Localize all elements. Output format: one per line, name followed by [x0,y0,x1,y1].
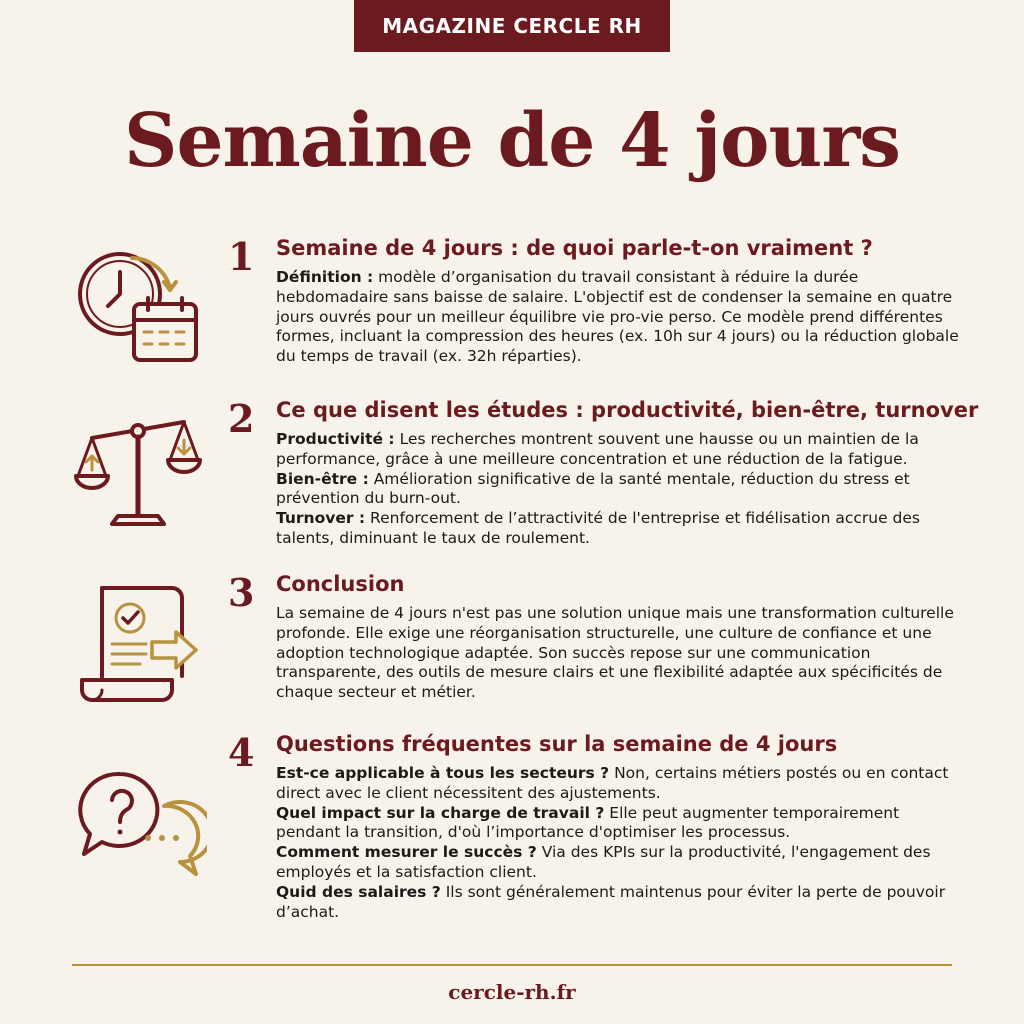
section-body [276,430,962,549]
speech-bubbles-question-icon [72,766,207,901]
magazine-badge: MAGAZINE CERCLE RH [354,0,670,52]
section-heading: Ce que disent les études : productivité, bien-être, turnover [276,398,979,422]
paragraph: La semaine de 4 jours n'est pas une solution unique mais une transformation culturelle profonde. Elle exige une réorganisation structurelle, une culture de confiance et une adoption technologique adaptée. Son succès repose sur une communication transparente, des outils de mesure clairs et une flexibilité adaptée aux spécificités de chaque secteur et métier. [276,604,954,702]
balance-scale-icon [72,406,207,541]
section-body [276,268,962,367]
footer-site-link[interactable]: cercle-rh.fr [448,980,576,1004]
section-number: 4 [228,730,255,775]
section-heading: Conclusion [276,572,405,596]
section-heading: Semaine de 4 jours : de quoi parle-t-on vraiment ? [276,236,873,260]
section-body [276,764,962,922]
paragraph: Productivité : Les recherches montrent souvent une hausse ou un maintien de la performance, grâce à une meilleure concentration et une réduction de la fatigue. [276,430,919,468]
clock-calendar-icon [72,242,207,377]
section-number: 1 [228,234,255,279]
paragraph: Bien-être : Amélioration significative de la santé mentale, réduction du stress et prévention du burn-out. [276,469,910,508]
section-heading: Questions fréquentes sur la semaine de 4 jours [276,732,838,756]
footer-divider [72,964,952,966]
paragraph: Comment mesurer le succès ? Via des KPIs sur la productivité, l'engagement des employés et la satisfaction client. [276,843,931,881]
paragraph: Est-ce applicable à tous les secteurs ? Non, certains métiers postés ou en contact direct avec le client nécessitent des ajustements. [276,764,949,802]
page-title: Semaine de 4 jours [124,98,900,184]
paragraph: Turnover : Renforcement de l’attractivité de l'entreprise et fidélisation accrue des talents, diminuant le taux de roulement. [276,509,920,547]
paragraph: Quid des salaires ? Ils sont généralement maintenus pour éviter la perte de pouvoir d’achat. [276,882,946,921]
section-number: 3 [228,570,255,615]
document-check-icon [72,580,207,715]
section-number: 2 [228,396,255,441]
section-body [276,604,962,703]
paragraph: Définition : modèle d’organisation du travail consistant à réduire la durée hebdomadaire sans baisse de salaire. L'objectif est de condenser la semaine en quatre jours ouvrés pour un meilleur équilibre vie pro-vie perso. Ce modèle prend différentes formes, incluant la compression des heures (ex. 10h sur 4 jours) ou la réduction globale du temps de travail (ex. 32h réparties). [276,268,959,366]
paragraph: Quel impact sur la charge de travail ? Elle peut augmenter temporairement pendant la transition, d'où l’importance d'optimiser les processus. [276,803,900,842]
